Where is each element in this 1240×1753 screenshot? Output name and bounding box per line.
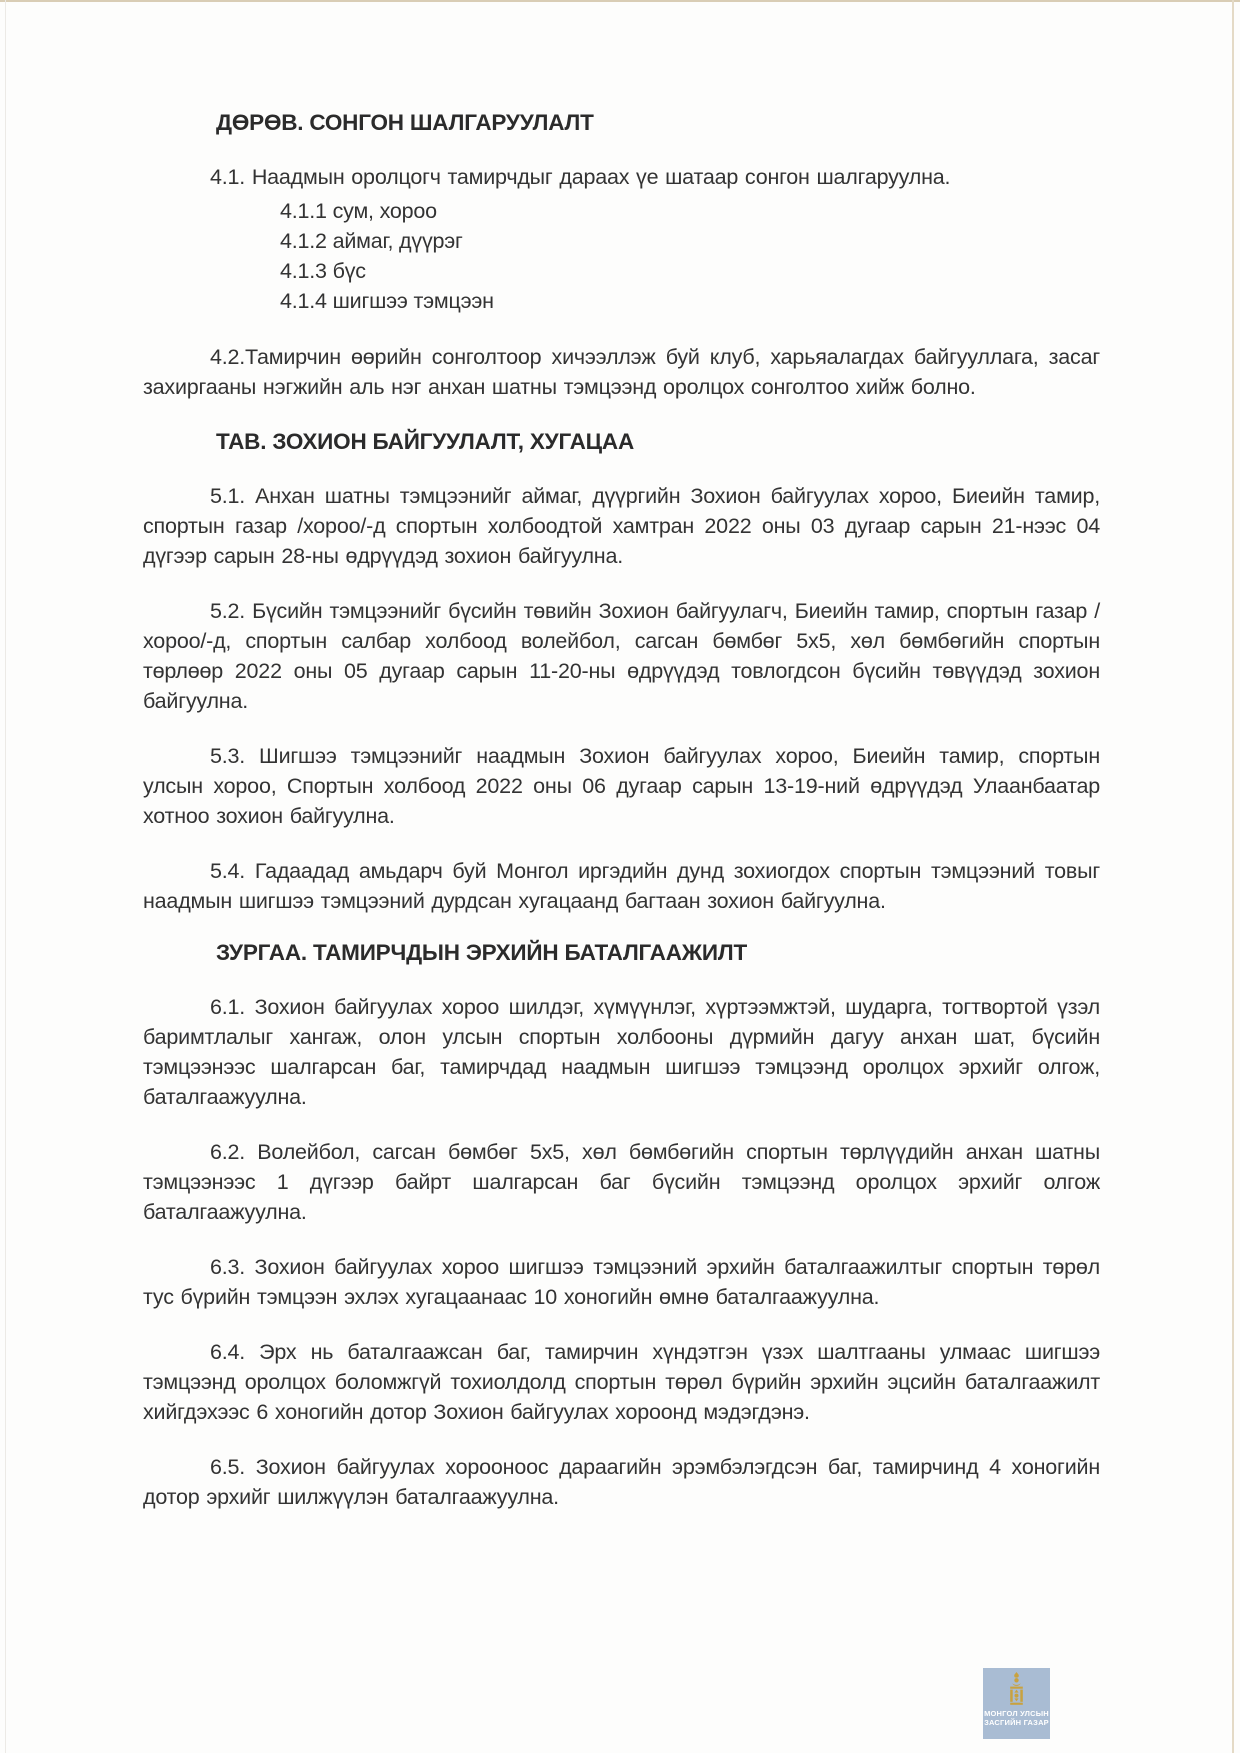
paragraph-4-1: 4.1. Наадмын оролцогч тамирчдыг дараах үе шатаар сонгон шалгаруулна.: [210, 165, 951, 189]
logo-caption: [984, 1709, 1049, 1727]
document-content: [143, 108, 1100, 1512]
paragraph-6-4: 6.4. Эрх нь баталгаажсан баг, тамирчин хүндэтгэн үзэх шалтгааны улмаас шигшээ тэмцээнд оролцох боломжгүй тохиолдолд спортын төрөл бүрийн эрхийн эцсийн баталгаажилт хийгдэхээс 6 хоногийн дотор Зохион байгуулах хороонд мэдэгдэнэ.: [143, 1340, 1100, 1424]
scan-artifact-right-edge: [1232, 0, 1234, 1753]
paragraph-6-1: 6.1. Зохион байгуулах хороо шилдэг, хүмүүнлэг, хүртээмжтэй, шударга, тогтвортой үзэл баримтлалыг хангаж, олон улсын спортын холбооны дүрмийн дагуу анхан шат, бүсийн тэмцээнээс шалгарсан баг, тамирчдад наадмын шигшээ тэмцээнд оролцох эрхийг олгож, баталгаажуулна.: [143, 995, 1100, 1109]
paragraph-5-1: 5.1. Анхан шатны тэмцээнийг аймаг, дүүргийн Зохион байгуулах хороо, Биеийн тамир, спортын газар /хороо/-д спортын холбоодтой хамтран 2022 оны 03 дугаар сарын 21-нээс 04 дүгээр сарын 28-ны өдрүүдэд зохион байгуулна.: [143, 484, 1100, 568]
section-5-heading: ТАВ. ЗОХИОН БАЙГУУЛАЛТ, ХУГАЦАА: [216, 429, 634, 454]
paragraph-4-2: 4.2.Тамирчин өөрийн сонголтоор хичээллэж буй клуб, харьяалагдах байгууллага, засаг захиргааны нэгжийн аль нэг анхан шатны тэмцээнд оролцох сонголтоо хийж болно.: [143, 345, 1100, 399]
list-item-4-1-3: 4.1.3 бүс: [280, 259, 366, 283]
list-item-4-1-2: 4.1.2 аймаг, дүүрэг: [280, 229, 463, 253]
government-of-mongolia-logo: [983, 1668, 1050, 1739]
section-6-heading: ЗУРГАА. ТАМИРЧДЫН ЭРХИЙН БАТАЛГААЖИЛТ: [216, 940, 748, 965]
logo-caption-line-2: ЗАСГИЙН ГАЗАР: [984, 1718, 1049, 1727]
paragraph-5-4: 5.4. Гадаадад амьдарч буй Монгол иргэдийн дунд зохиогдох спортын тэмцээний товыг наадмын шигшээ тэмцээний дурдсан хугацаанд багтаан зохион байгуулна.: [143, 859, 1100, 913]
list-item-4-1-1: 4.1.1 сум, хороо: [280, 199, 437, 223]
section-4-heading: ДӨРӨВ. СОНГОН ШАЛГАРУУЛАЛТ: [216, 110, 594, 135]
scan-artifact-left-edge: [5, 0, 6, 1753]
logo-caption-line-1: МОНГОЛ УЛСЫН: [984, 1709, 1049, 1718]
paragraph-5-2: 5.2. Бүсийн тэмцээнийг бүсийн төвийн Зохион байгуулагч, Биеийн тамир, спортын газар /хороо/-д, спортын салбар холбоод волейбол, сагсан бөмбөг 5х5, хөл бөмбөгийн спортын төрлөөр 2022 оны 05 дугаар сарын 11-20-ны өдрүүдэд товлогдсон бүсийн төвүүдэд зохион байгуулна.: [143, 599, 1100, 713]
list-item-4-1-4: 4.1.4 шигшээ тэмцээн: [280, 289, 494, 313]
selection-stage-list: [143, 196, 1100, 316]
paragraph-6-2: 6.2. Волейбол, сагсан бөмбөг 5х5, хөл бөмбөгийн спортын төрлүүдийн анхан шатны тэмцээнээс 1 дүгээр байрт шалгарсан баг бүсийн тэмцээнд оролцох эрхийг олгож баталгаажуулна.: [143, 1140, 1100, 1224]
scan-artifact-top-edge: [0, 0, 1240, 2]
soyombo-icon: [1008, 1672, 1025, 1707]
paragraph-6-5: 6.5. Зохион байгуулах хорооноос дараагийн эрэмбэлэгдсэн баг, тамирчинд 4 хоногийн дотор эрхийг шилжүүлэн баталгаажуулна.: [143, 1455, 1100, 1509]
paragraph-6-3: 6.3. Зохион байгуулах хороо шигшээ тэмцээний эрхийн баталгаажилтыг спортын төрөл тус бүрийн тэмцээн эхлэх хугацаанаас 10 хоногийн өмнө баталгаажуулна.: [143, 1255, 1100, 1309]
paragraph-5-3: 5.3. Шигшээ тэмцээнийг наадмын Зохион байгуулах хороо, Биеийн тамир, спортын улсын хороо, Спортын холбоод 2022 оны 06 дугаар сарын 13-19-ний өдрүүдэд Улаанбаатар хотноо зохион байгуулна.: [143, 744, 1100, 828]
